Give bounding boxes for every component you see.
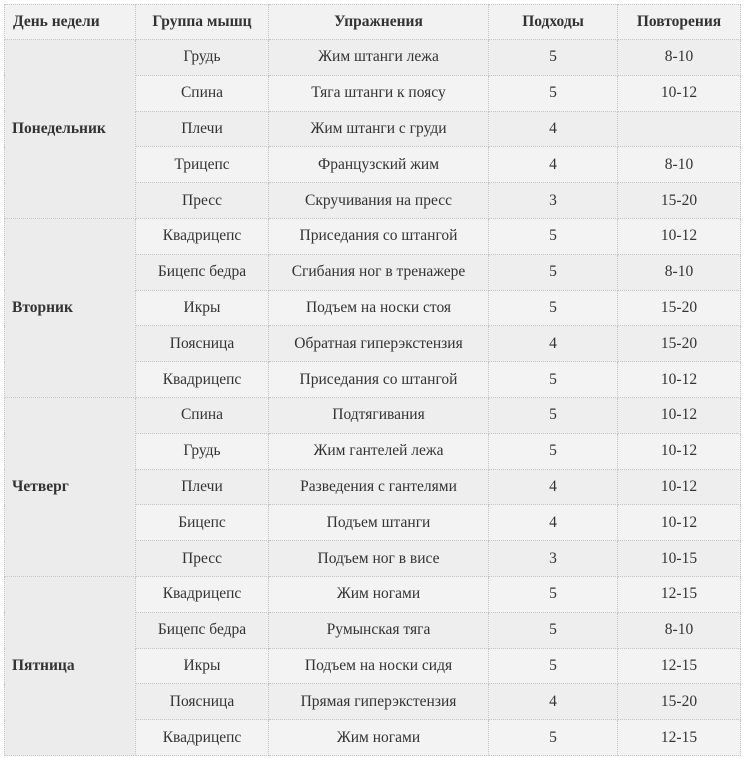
sets-cell: 5 bbox=[489, 75, 618, 111]
table-row bbox=[5, 576, 741, 612]
reps-cell: 15-20 bbox=[618, 183, 741, 219]
sets-cell: 5 bbox=[489, 218, 618, 254]
reps-cell: 15-20 bbox=[618, 290, 741, 326]
muscle-group-cell: Квадрицепс bbox=[136, 576, 269, 612]
sets-cell: 4 bbox=[489, 469, 618, 505]
muscle-group-cell: Спина bbox=[136, 397, 269, 433]
reps-cell: 10-12 bbox=[618, 75, 741, 111]
sets-cell: 5 bbox=[489, 720, 618, 756]
reps-cell: 10-12 bbox=[618, 397, 741, 433]
column-header-muscle-group: Группа мышц bbox=[136, 5, 269, 40]
table-row bbox=[5, 40, 741, 76]
sets-cell: 5 bbox=[489, 290, 618, 326]
sets-cell: 5 bbox=[489, 254, 618, 290]
exercise-cell: Подъем на носки стоя bbox=[269, 290, 489, 326]
sets-cell: 4 bbox=[489, 111, 618, 147]
day-of-week-cell: Пятница bbox=[5, 576, 136, 755]
muscle-group-cell: Поясница bbox=[136, 684, 269, 720]
exercise-cell: Приседания со штангой bbox=[269, 218, 489, 254]
exercise-cell: Жим штанги лежа bbox=[269, 40, 489, 76]
exercise-cell: Сгибания ног в тренажере bbox=[269, 254, 489, 290]
reps-cell: 12-15 bbox=[618, 648, 741, 684]
exercise-cell: Приседания со штангой bbox=[269, 362, 489, 398]
exercise-cell: Жим ногами bbox=[269, 720, 489, 756]
exercise-cell: Подъем на носки сидя bbox=[269, 648, 489, 684]
exercise-cell: Подтягивания bbox=[269, 397, 489, 433]
exercise-cell: Жим штанги с груди bbox=[269, 111, 489, 147]
sets-cell: 4 bbox=[489, 505, 618, 541]
workout-plan-container bbox=[4, 4, 740, 754]
muscle-group-cell: Пресс bbox=[136, 541, 269, 577]
muscle-group-cell: Плечи bbox=[136, 469, 269, 505]
exercise-cell: Подъем штанги bbox=[269, 505, 489, 541]
sets-cell: 5 bbox=[489, 40, 618, 76]
reps-cell: 10-12 bbox=[618, 218, 741, 254]
table-row bbox=[5, 397, 741, 433]
muscle-group-cell: Трицепс bbox=[136, 147, 269, 183]
exercise-cell: Румынская тяга bbox=[269, 612, 489, 648]
header-row bbox=[5, 5, 741, 40]
exercise-cell: Обратная гиперэкстензия bbox=[269, 326, 489, 362]
reps-cell: 15-20 bbox=[618, 684, 741, 720]
reps-cell: 10-12 bbox=[618, 362, 741, 398]
sets-cell: 3 bbox=[489, 541, 618, 577]
reps-cell: 8-10 bbox=[618, 147, 741, 183]
muscle-group-cell: Бицепс bbox=[136, 505, 269, 541]
sets-cell: 5 bbox=[489, 362, 618, 398]
exercise-cell: Тяга штанги к поясу bbox=[269, 75, 489, 111]
sets-cell: 5 bbox=[489, 433, 618, 469]
muscle-group-cell: Икры bbox=[136, 290, 269, 326]
day-of-week-cell: Вторник bbox=[5, 218, 136, 397]
reps-cell: 8-10 bbox=[618, 40, 741, 76]
sets-cell: 5 bbox=[489, 576, 618, 612]
table-body bbox=[5, 40, 741, 756]
muscle-group-cell: Квадрицепс bbox=[136, 720, 269, 756]
reps-cell bbox=[618, 111, 741, 147]
table-header bbox=[5, 5, 741, 40]
reps-cell: 15-20 bbox=[618, 326, 741, 362]
exercise-cell: Скручивания на пресс bbox=[269, 183, 489, 219]
reps-cell: 12-15 bbox=[618, 576, 741, 612]
exercise-cell: Разведения с гантелями bbox=[269, 469, 489, 505]
muscle-group-cell: Квадрицепс bbox=[136, 218, 269, 254]
muscle-group-cell: Бицепс бедра bbox=[136, 254, 269, 290]
reps-cell: 8-10 bbox=[618, 612, 741, 648]
muscle-group-cell: Грудь bbox=[136, 433, 269, 469]
sets-cell: 5 bbox=[489, 648, 618, 684]
table-row bbox=[5, 218, 741, 254]
exercise-cell: Жим ногами bbox=[269, 576, 489, 612]
column-header-day: День недели bbox=[5, 5, 136, 40]
sets-cell: 5 bbox=[489, 612, 618, 648]
exercise-cell: Жим гантелей лежа bbox=[269, 433, 489, 469]
reps-cell: 8-10 bbox=[618, 254, 741, 290]
column-header-reps: Повторения bbox=[618, 5, 741, 40]
column-header-sets: Подходы bbox=[489, 5, 618, 40]
reps-cell: 10-12 bbox=[618, 433, 741, 469]
muscle-group-cell: Бицепс бедра bbox=[136, 612, 269, 648]
day-of-week-cell: Понедельник bbox=[5, 40, 136, 219]
sets-cell: 4 bbox=[489, 147, 618, 183]
muscle-group-cell: Икры bbox=[136, 648, 269, 684]
reps-cell: 10-12 bbox=[618, 505, 741, 541]
muscle-group-cell: Квадрицепс bbox=[136, 362, 269, 398]
sets-cell: 5 bbox=[489, 397, 618, 433]
muscle-group-cell: Спина bbox=[136, 75, 269, 111]
muscle-group-cell: Пресс bbox=[136, 183, 269, 219]
muscle-group-cell: Плечи bbox=[136, 111, 269, 147]
muscle-group-cell: Грудь bbox=[136, 40, 269, 76]
sets-cell: 4 bbox=[489, 684, 618, 720]
exercise-cell: Подъем ног в висе bbox=[269, 541, 489, 577]
column-header-exercise: Упражнения bbox=[269, 5, 489, 40]
reps-cell: 12-15 bbox=[618, 720, 741, 756]
workout-plan-table bbox=[4, 4, 741, 756]
sets-cell: 3 bbox=[489, 183, 618, 219]
reps-cell: 10-15 bbox=[618, 541, 741, 577]
muscle-group-cell: Поясница bbox=[136, 326, 269, 362]
exercise-cell: Французский жим bbox=[269, 147, 489, 183]
exercise-cell: Прямая гиперэкстензия bbox=[269, 684, 489, 720]
reps-cell: 10-12 bbox=[618, 469, 741, 505]
sets-cell: 4 bbox=[489, 326, 618, 362]
day-of-week-cell: Четверг bbox=[5, 397, 136, 576]
